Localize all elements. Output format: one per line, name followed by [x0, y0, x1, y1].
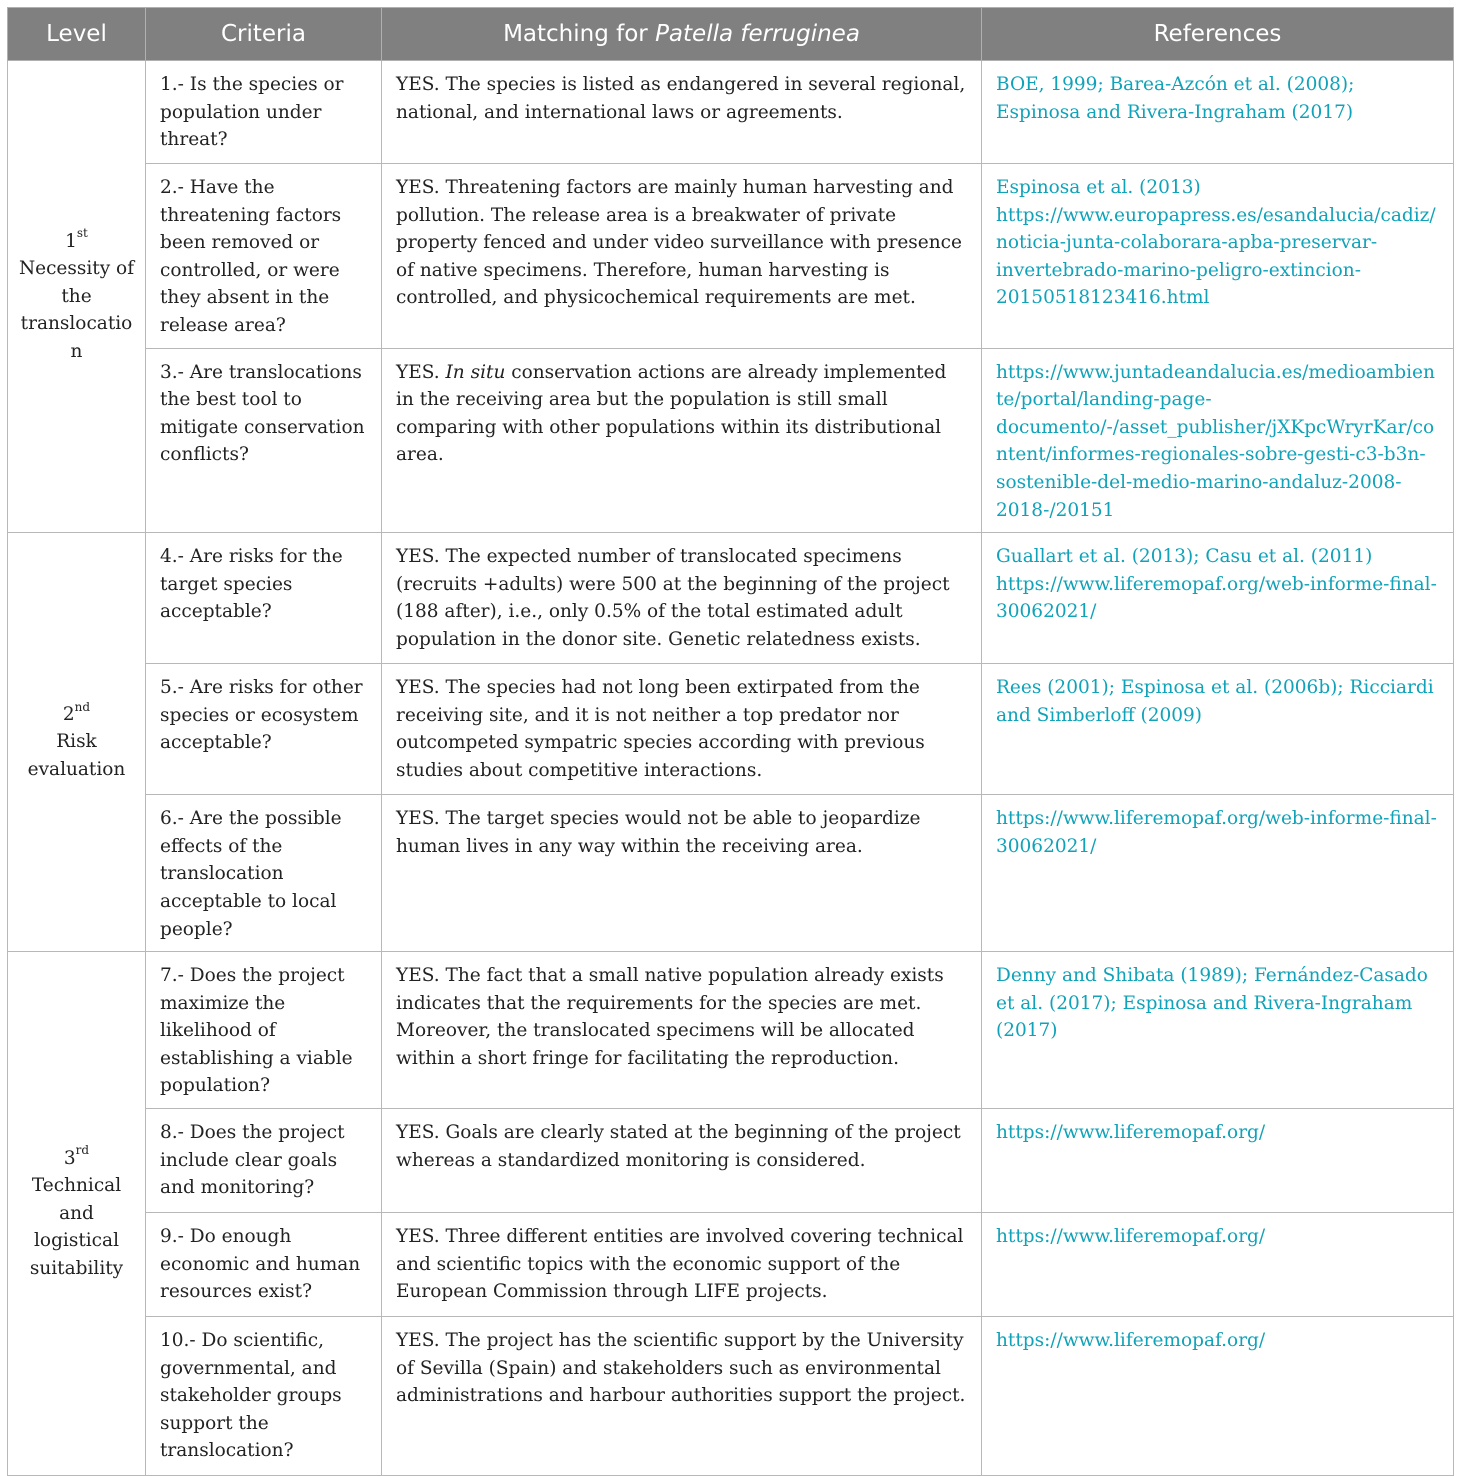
criteria-cell: 7.- Does the project maximize the likelihood of establishing a viable population? [146, 952, 382, 1109]
reference-link[interactable]: Denny and Shibata (1989); Fernández-Casado et al. (2017); Espinosa and Rivera-Ingraham (2017) [982, 952, 1454, 1109]
criteria-cell: 6.- Are the possible effects of the translocation acceptable to local people? [146, 795, 382, 952]
header-criteria: Criteria [146, 8, 382, 61]
reference-link[interactable]: https://www.liferemopaf.org/ [982, 1213, 1454, 1317]
criteria-cell: 10.- Do scientific, governmental, and stakeholder groups support the translocation? [146, 1317, 382, 1476]
matching-cell: YES. Threatening factors are mainly human harvesting and pollution. The release area is a breakwater of private property fenced and under video surveillance with presence of native specimens. Therefore, human harvesting is controlled, and physicochemical requirements are met. [382, 164, 982, 349]
table-row [8, 164, 1454, 349]
translocation-criteria-table-container [7, 7, 1453, 1476]
matching-italic: In situ [445, 361, 506, 383]
matching-cell: YES. The species is listed as endangered in several regional, national, and international laws or agreements. [382, 61, 982, 164]
table-row [8, 533, 1454, 664]
matching-cell: YES. The expected number of translocated specimens (recruits +adults) were 500 at the beginning of the project (188 after), i.e., only 0.5% of the total estimated adult population in the donor site. Genetic relatedness exists. [382, 533, 982, 664]
criteria-cell: 4.- Are risks for the target species acceptable? [146, 533, 382, 664]
table-row [8, 664, 1454, 795]
level-name: Technical and logistical suitability [29, 1175, 124, 1279]
reference-link[interactable]: https://www.liferemopaf.org/ [982, 1317, 1454, 1476]
table-header-row [8, 8, 1454, 61]
reference-link[interactable]: https://www.juntadeandalucia.es/medioambiente/portal/landing-page-documento/-/asset_publisher/jXKpcWryrKar/content/informes-regionales-sobre-gesti-c3-b3n-sostenible-del-medio-marino-andaluz-2008-2018-/20151 [982, 348, 1454, 533]
matching-cell: YES. The species had not long been extirpated from the receiving site, and it is not neither a top predator nor outcompeted sympatric species according with previous studies about competitive interactions. [382, 664, 982, 795]
level-cell-3 [8, 952, 146, 1476]
level-cell-1 [8, 61, 146, 533]
matching-rest: conservation actions are already implemented in the receiving area but the population is still small comparing with other populations within its distributional area. [396, 361, 947, 466]
reference-link[interactable]: Espinosa et al. (2013) https://www.europapress.es/esandalucia/cadiz/noticia-junta-colaborara-apba-preservar-invertebrado-marino-peligro-extincion-20150518123416.html [982, 164, 1454, 349]
header-matching-species: Patella ferruginea [655, 21, 860, 47]
level-number: 2nd [62, 699, 91, 725]
matching-cell: YES. The project has the scientific support by the University of Sevilla (Spain) and stakeholders such as environmental administrations and harbour authorities support the project. [382, 1317, 982, 1476]
matching-prefix: YES. [396, 361, 446, 383]
reference-link[interactable]: https://www.liferemopaf.org/ [982, 1109, 1454, 1213]
header-matching [382, 8, 982, 61]
matching-cell [382, 348, 982, 533]
table-row [8, 1213, 1454, 1317]
header-matching-prefix: Matching for [503, 21, 656, 47]
matching-cell: YES. Three different entities are involved covering technical and scientific topics with the economic support of the European Commission through LIFE projects. [382, 1213, 982, 1317]
table-row [8, 952, 1454, 1109]
reference-link[interactable]: Rees (2001); Espinosa et al. (2006b); Ricciardi and Simberloff (2009) [982, 664, 1454, 795]
table-row [8, 1109, 1454, 1213]
table-row [8, 795, 1454, 952]
level-number: 1st [65, 226, 88, 252]
criteria-cell: 2.- Have the threatening factors been removed or controlled, or were they absent in the release area? [146, 164, 382, 349]
level-number: 3rd [63, 1143, 90, 1169]
reference-link[interactable]: BOE, 1999; Barea-Azcón et al. (2008); Espinosa and Rivera-Ingraham (2017) [982, 61, 1454, 164]
matching-cell: YES. The target species would not be able to jeopardize human lives in any way within the receiving area. [382, 795, 982, 952]
table-row [8, 1317, 1454, 1476]
criteria-cell: 9.- Do enough economic and human resources exist? [146, 1213, 382, 1317]
matching-cell: YES. The fact that a small native population already exists indicates that the requirements for the species are met. Moreover, the translocated specimens will be allocated within a short fringe for facilitating the reproduction. [382, 952, 982, 1109]
level-cell-2 [8, 533, 146, 952]
reference-link[interactable]: https://www.liferemopaf.org/web-informe-final-30062021/ [982, 795, 1454, 952]
criteria-cell: 5.- Are risks for other species or ecosystem acceptable? [146, 664, 382, 795]
criteria-cell: 3.- Are translocations the best tool to mitigate conservation conflicts? [146, 348, 382, 533]
criteria-cell: 8.- Does the project include clear goals and monitoring? [146, 1109, 382, 1213]
reference-link[interactable]: Guallart et al. (2013); Casu et al. (2011) https://www.liferemopaf.org/web-informe-final-30062021/ [982, 533, 1454, 664]
table-row [8, 348, 1454, 533]
translocation-criteria-table [7, 7, 1454, 1476]
level-name: Necessity of the translocation [18, 258, 135, 362]
level-name: Risk evaluation [27, 731, 126, 780]
header-references: References [982, 8, 1454, 61]
matching-cell: YES. Goals are clearly stated at the beginning of the project whereas a standardized monitoring is considered. [382, 1109, 982, 1213]
header-level: Level [8, 8, 146, 61]
table-row [8, 61, 1454, 164]
criteria-cell: 1.- Is the species or population under threat? [146, 61, 382, 164]
